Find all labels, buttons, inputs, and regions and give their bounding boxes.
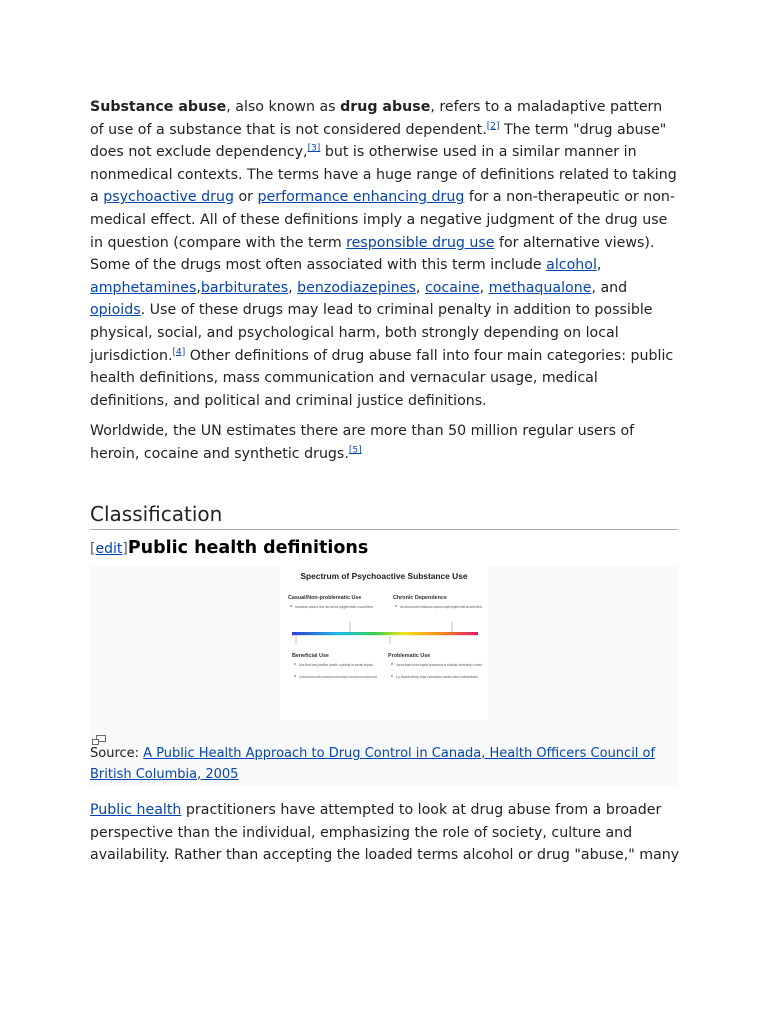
text: Worldwide, the UN estimates there are more than 50 million regular users of heroin, cocaine and synthetic drugs. — [90, 423, 635, 462]
text: , also known as — [226, 99, 341, 115]
citation-5[interactable]: [5] — [348, 445, 362, 456]
text: , — [596, 257, 602, 274]
link-opioids[interactable]: opioids — [90, 302, 141, 319]
spectrum-diagram — [280, 566, 488, 720]
text: Other definitions of drug abuse fall into four main categories: public health definitions, mass communication and vernacular usage, medical definitions, and political and criminal justice definitions. — [90, 347, 674, 409]
bullet — [294, 663, 296, 665]
citation-3[interactable]: [3] — [307, 143, 321, 154]
problematic-text-1: Use that begins to have negative consequences for individuals, friends/family, or society — [396, 663, 483, 667]
link-public-health[interactable]: Public health — [90, 802, 182, 818]
subsection-heading-line — [90, 538, 368, 558]
problematic-heading: Problematic Use — [388, 653, 431, 659]
casual-heading: Casual/Non-problematic Use — [288, 595, 362, 601]
text: . Use of these drugs may lead to criminal penalty in addition to possible physical, social, and psychological harm, both strongly depending on local jurisdiction. — [90, 302, 653, 364]
citation-2[interactable]: [2] — [486, 120, 500, 131]
link-responsible-drug-use[interactable]: responsible drug use — [346, 234, 495, 251]
bullet — [391, 675, 393, 677]
beneficial-heading: Beneficial Use — [292, 653, 329, 659]
figure-caption — [90, 744, 678, 785]
link-cocaine[interactable]: cocaine — [424, 279, 480, 296]
bullet — [395, 605, 397, 607]
bullet — [391, 663, 393, 665]
beneficial-text-2: e.g. medical pharmaceuticals; coffee/tea to increase alertness; moderate consumption of red wine; sacramental use of ayahuasca or peyote — [299, 675, 378, 679]
diagram-title: Spectrum of Psychoactive Substance Use — [300, 571, 468, 581]
caption-prefix: Source: — [90, 746, 144, 761]
link-amphetamines[interactable]: amphetamines — [90, 279, 197, 296]
section-heading-classification: Classification — [90, 502, 678, 530]
chronic-heading: Chronic Dependence — [393, 595, 447, 601]
link-alcohol[interactable]: alcohol — [546, 257, 597, 274]
text: , — [479, 279, 489, 296]
text: practitioners have attempted to look at drug abuse from a broader perspective than the individual, emphasizing the role of society, culture and availability. Rather than accepting the loaded terms alcohol or drug "abuse," many — [90, 802, 680, 864]
chronic-text: Use that has become habitual and compulsive despite negative health and social effects — [400, 605, 483, 609]
subsection-heading: Public health definitions — [127, 538, 369, 558]
text: , refers to a maladaptive pattern of use of a substance that is not considered dependent. — [90, 99, 663, 138]
spectrum-diagram-image[interactable] — [280, 566, 488, 720]
text: , — [288, 279, 298, 296]
bullet — [294, 675, 296, 677]
article-body — [90, 96, 680, 466]
text: , and — [591, 279, 628, 296]
bold-term-drug-abuse: drug abuse — [340, 99, 431, 115]
text: , — [196, 279, 201, 296]
text: , — [415, 279, 425, 296]
text: for alternative views). Some of the drugs most often associated with this term include — [90, 234, 655, 274]
edit-bracket-close: ] — [122, 541, 128, 557]
public-health-section — [90, 799, 680, 867]
beneficial-text-1: Use that has positive health, spiritual or social impact — [299, 663, 374, 667]
text: for a non-therapeutic or non-medical effect. All of these definitions imply a negative judgment of the drug use in question (compare with the term — [90, 189, 676, 251]
text: or — [233, 189, 258, 206]
edit-bracket-open: [ — [90, 541, 96, 557]
edit-link[interactable]: edit — [95, 541, 123, 557]
caption-source-link[interactable]: A Public Health Approach to Drug Control in Canada, Health Officers Council of British Columbia, 2005 — [90, 746, 656, 782]
spectrum-bar — [292, 632, 478, 635]
worldwide-paragraph — [90, 420, 680, 465]
text: The term "drug abuse" does not exclude dependency, — [90, 121, 667, 161]
link-barbiturates[interactable]: barbiturates — [200, 279, 289, 296]
bullet — [290, 605, 292, 607]
link-performance-enhancing-drug[interactable]: performance enhancing drug — [257, 189, 465, 206]
citation-4[interactable]: [4] — [172, 346, 186, 357]
public-health-paragraph — [90, 799, 680, 867]
intro-paragraph — [90, 96, 680, 412]
link-methaqualone[interactable]: methaqualone — [488, 279, 592, 296]
bold-term-substance-abuse: Substance abuse — [90, 99, 227, 115]
link-benzodiazepines[interactable]: benzodiazepines — [297, 279, 416, 296]
figure-box — [90, 566, 678, 786]
problematic-text-2: e.g. impaired driving; binge consumption; harmful routes of administration — [396, 675, 479, 679]
link-psychoactive-drug[interactable]: psychoactive drug — [103, 189, 234, 206]
text: but is otherwise used in a similar manner in nonmedical contexts. The terms have a huge range of definitions related to taking a — [90, 144, 677, 206]
casual-text: recreational, casual or other use that has negligible health or social effects — [295, 605, 374, 609]
